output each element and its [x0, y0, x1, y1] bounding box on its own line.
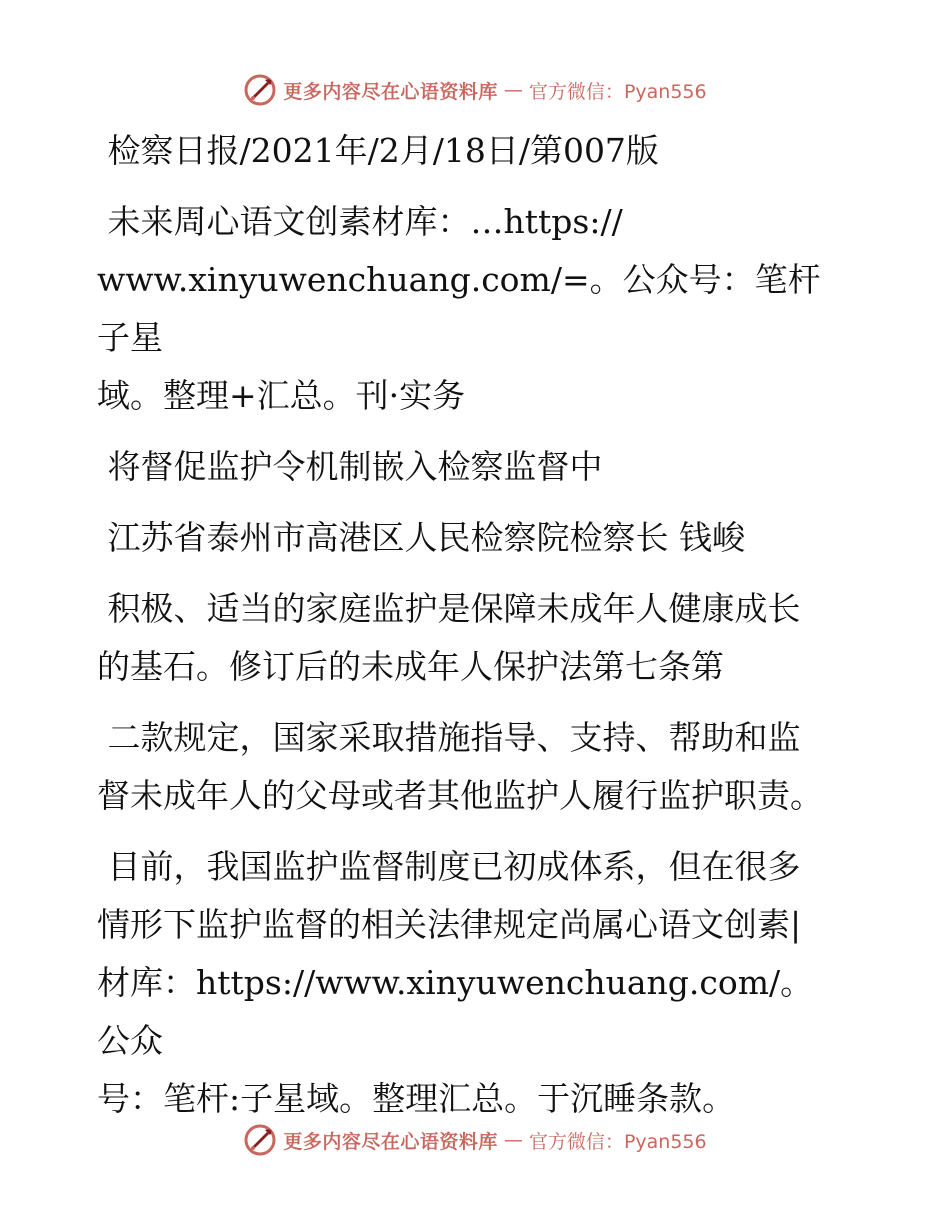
- watermark-main-text: 更多内容尽在心语资料库: [283, 80, 498, 103]
- watermark-wechat-id: Pyan556: [623, 80, 707, 103]
- header-watermark-banner: [0, 70, 950, 110]
- watermark-wechat-id: Pyan556: [623, 1130, 707, 1153]
- paragraph-body-1: 积极、适当的家庭监护是保障未成年人健康成长 的基石。修订后的未成年人保护法第七条第: [97, 589, 801, 686]
- paragraph-body-3: 目前，我国监护监督制度已初成体系，但在很多 情形下监护监督的相关法律规定尚属心语文创素| 材库：https://www.xinyuwenchuang.com/。公众 号：笔杆:子星域。整理汇总。于沉睡条款。: [97, 847, 814, 1118]
- watermark-wechat-label: 官方微信：: [528, 1130, 624, 1153]
- footer-watermark-banner: [0, 1120, 950, 1160]
- watermark-main-text: 更多内容尽在心语资料库: [283, 1130, 498, 1153]
- quill-logo-icon: [243, 1123, 277, 1157]
- watermark-separator: —: [503, 1129, 523, 1151]
- article-title: 将督促监护令机制嵌入检察监督中: [97, 447, 603, 486]
- quill-logo-icon: [243, 73, 277, 107]
- article-author: 江苏省泰州市高港区人民检察院检察长 钱峻: [97, 518, 745, 557]
- watermark-wechat: [529, 1127, 707, 1154]
- watermark-wechat: [529, 77, 707, 104]
- document-body: [97, 122, 837, 1141]
- paragraph-source: 检察日报/2021年/2月/18日/第007版: [97, 131, 659, 170]
- watermark-wechat-label: 官方微信：: [528, 80, 624, 103]
- paragraph-body-2: 二款规定，国家采取措施指导、支持、帮助和监 督未成年人的父母或者其他监护人履行监护职责。: [97, 718, 823, 815]
- paragraph-material-note: 未来周心语文创素材库：…https:// www.xinyuwenchuang.com/=。公众号：笔杆子星 域。整理+汇总。刊·实务: [97, 202, 821, 415]
- watermark-separator: —: [503, 79, 523, 101]
